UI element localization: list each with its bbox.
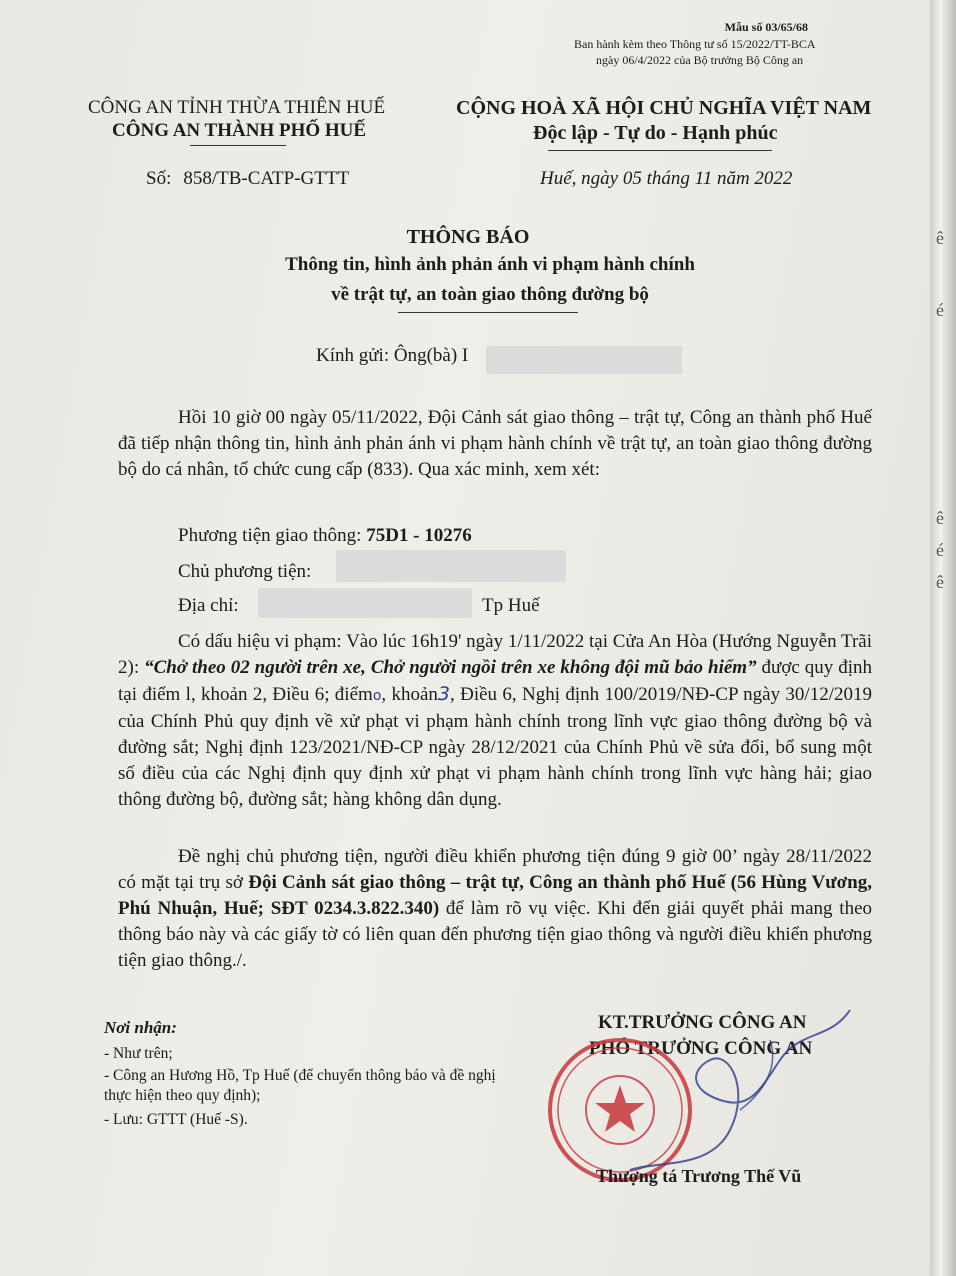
- document-subtitle-1: Thông tin, hình ảnh phản ánh vi phạm hành chính: [285, 254, 695, 275]
- agency-parent: CÔNG AN TỈNH THỪA THIÊN HUẾ: [88, 97, 386, 118]
- address-city: Tp Huế: [482, 595, 540, 616]
- violation-text-b: được quy định tại điểm l, khoản 2, Điều 6; điểm: [118, 657, 873, 705]
- recipient-item: - Lưu: GTTT (Huế -S).: [104, 1111, 248, 1128]
- address-line: [178, 595, 239, 617]
- violation-description: “Chở theo 02 người trên xe, Chở người ngồi trên xe không đội mũ bảo hiểm”: [144, 657, 757, 678]
- paragraph-violation: [118, 629, 872, 813]
- address-label: Địa chỉ:: [178, 595, 239, 616]
- request-text-a: Đề nghị chủ phương tiện, người điều khiển phương tiện đúng 9 giờ 00’ ngày 28/11/2022 có mặt tại trụ sở: [118, 846, 872, 893]
- signer-name: Thượng tá Trương Thế Vũ: [596, 1166, 802, 1186]
- handwritten-point: o: [372, 688, 382, 704]
- recipient-item: - Như trên;: [104, 1045, 173, 1062]
- owner-line: [178, 561, 311, 583]
- vehicle-line: [178, 525, 472, 547]
- redacted-name: [486, 346, 682, 374]
- circular-reference-line2: ngày 06/4/2022 của Bộ trưởng Bộ Công an: [596, 53, 804, 67]
- request-office: Đội Cảnh sát giao thông – trật tự, Công an thành phố Huế (56 Hùng Vương, Phú Nhuận, Huế; SĐT 0234.3.822.340): [118, 872, 872, 919]
- national-motto: Độc lập - Tự do - Hạnh phúc: [533, 122, 778, 144]
- paragraph-intro: Hồi 10 giờ 00 ngày 05/11/2022, Đội Cảnh sát giao thông – trật tự, Công an thành phố Huế đã tiếp nhận thông tin, hình ảnh phản ánh vi phạm hành chính về trật tự, an toàn giao thông đường bộ do cá nhân, tổ chức cung cấp (833). Qua xác minh, xem xét:: [118, 407, 872, 480]
- owner-label: Chủ phương tiện:: [178, 561, 312, 582]
- signature-title-1: KT.TRƯỞNG CÔNG AN: [598, 1012, 807, 1033]
- nation-title: CỘNG HOÀ XÃ HỘI CHỦ NGHĨA VIỆT NAM: [456, 97, 872, 119]
- form-number: Mẫu số 03/65/68: [724, 20, 808, 34]
- agency-underline: [190, 145, 286, 146]
- recipient-item: - Công an Hương Hồ, Tp Huế (để chuyển thông báo và đề nghị thực hiện theo quy định);: [104, 1067, 496, 1104]
- paragraph-request: [118, 844, 872, 974]
- place-and-date: Huế, ngày 05 tháng 11 năm 2022: [540, 168, 793, 189]
- document-number: [146, 168, 349, 190]
- document-number-value: 858/TB-CATP-GTTT: [183, 168, 350, 189]
- adjacent-page-edge: ê é ê é ê: [930, 0, 956, 1276]
- signature-title-2: PHÓ TRƯỞNG CÔNG AN: [589, 1038, 813, 1059]
- request-text-b: để làm rõ vụ việc. Khi đến giải quyết phải mang theo thông báo này và các giấy tờ có liên quan đến phương tiện giao thông và người điều khiển phương tiện giao thông./.: [118, 898, 872, 971]
- document-title: THÔNG BÁO: [406, 226, 530, 248]
- redacted-owner: [336, 550, 566, 582]
- greeting: Kính gửi: Ông(bà) I: [316, 345, 469, 366]
- recipients-heading: Nơi nhận:: [104, 1018, 177, 1037]
- violation-text-a: Có dấu hiệu vi phạm: Vào lúc 16h19' ngày 1/11/2022 tại Cửa An Hòa (Hướng Nguyễn Trãi 2):: [118, 631, 872, 678]
- redacted-address: [258, 588, 472, 618]
- handwritten-clause: 3: [437, 683, 451, 705]
- handwritten-signature: [600, 1000, 880, 1190]
- subtitle-underline: [398, 312, 578, 313]
- document-subtitle-2: về trật tự, an toàn giao thông đường bộ: [331, 284, 649, 305]
- circular-reference-line1: Ban hành kèm theo Thông tư số 15/2022/TT-BCA: [574, 37, 816, 51]
- document-number-label: Số:: [146, 168, 172, 189]
- violation-text-d: , Điều 6, Nghị định 100/2019/NĐ-CP ngày 30/12/2019 của Chính Phủ quy định về xử phạt vi phạm hành chính trong lĩnh vực giao thông đường bộ và đường sắt; Nghị định 123/2021/NĐ-CP ngày 28/12/2021 của Chính Phủ về sửa đổi, bổ sung một số điều của các Nghị định quy định xử phạt vi phạm hành chính trong lĩnh vực hàng hải; giao thông đường bộ, đường sắt; hàng không dân dụng.: [118, 684, 872, 810]
- agency-name: CÔNG AN THÀNH PHỐ HUẾ: [112, 120, 367, 141]
- vehicle-plate: 75D1 - 10276: [366, 525, 472, 546]
- motto-underline: [548, 150, 772, 151]
- vehicle-label: Phương tiện giao thông:: [178, 525, 362, 546]
- violation-text-c: , khoản: [381, 684, 438, 705]
